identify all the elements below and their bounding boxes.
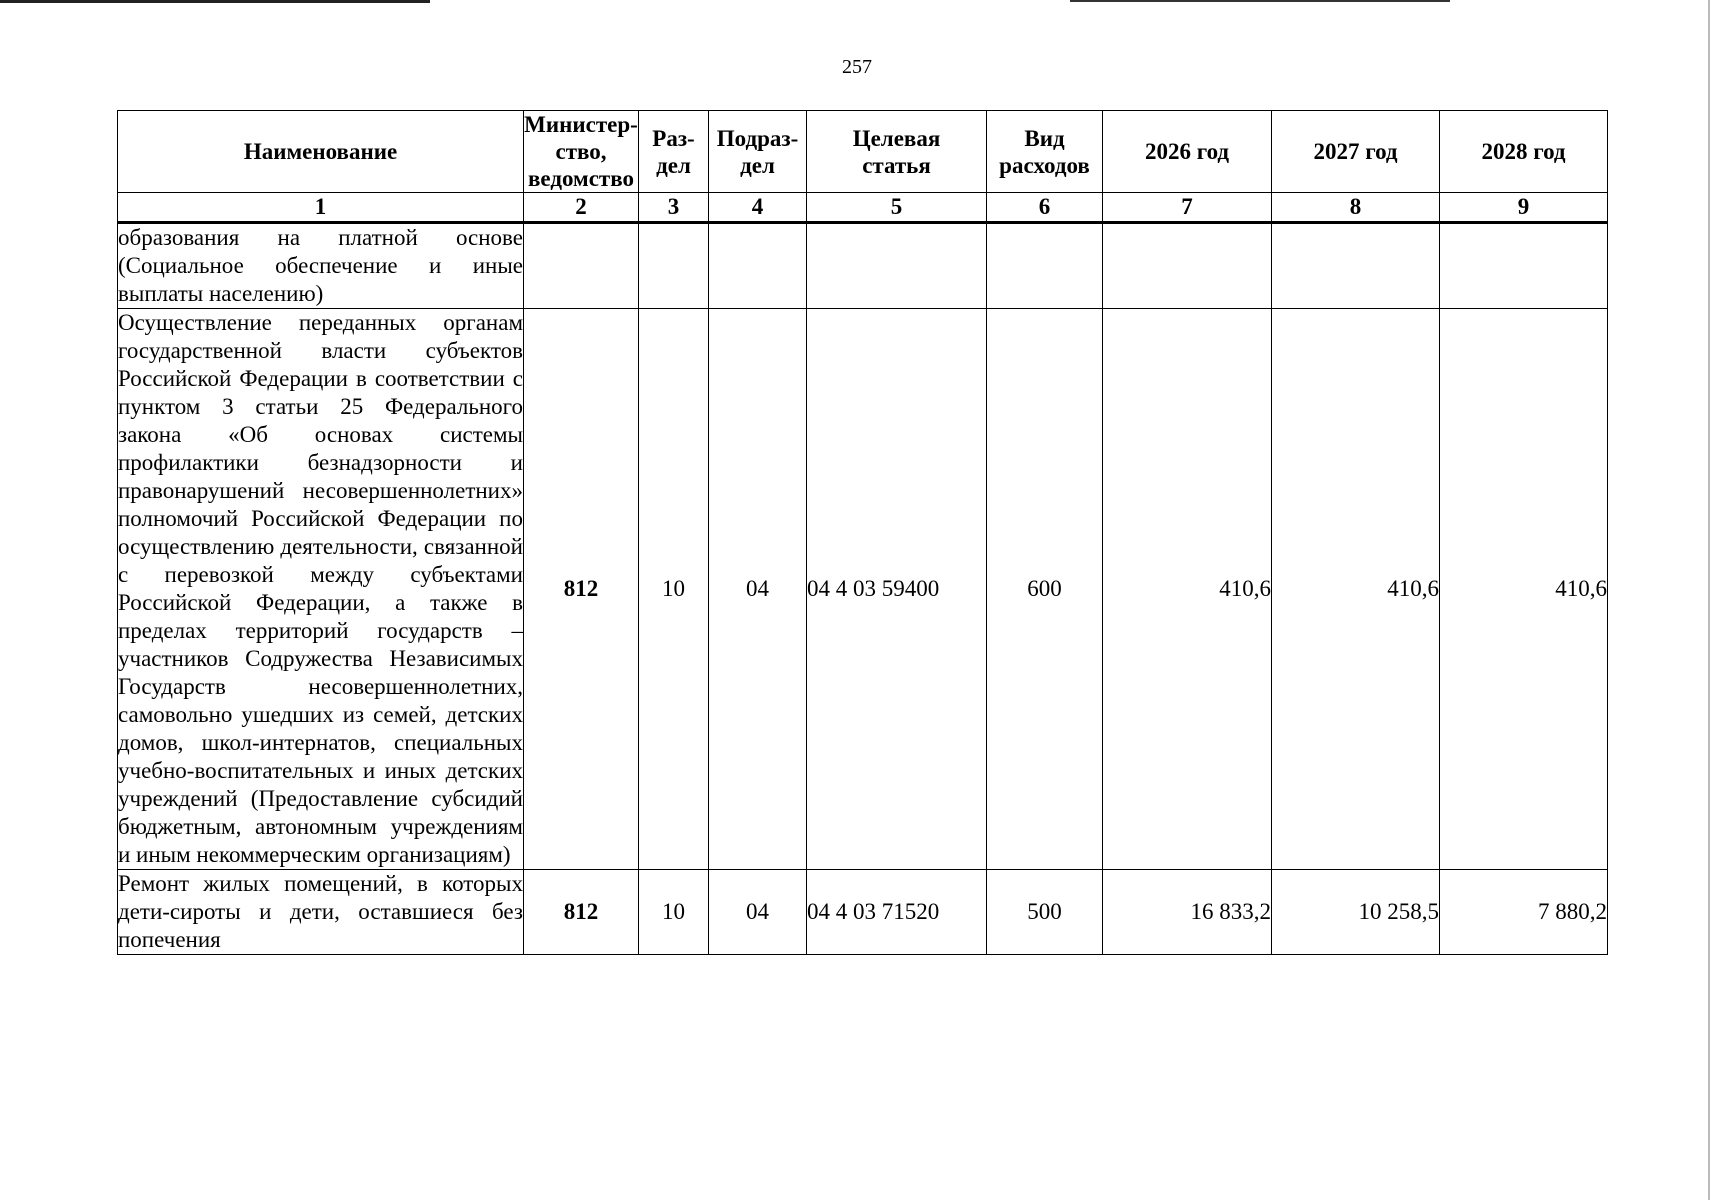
header-expense-type-line: Вид — [1024, 125, 1065, 151]
scan-edge-shadow — [1708, 0, 1710, 1200]
header-target — [807, 111, 987, 193]
row-2026: 16 833,2 — [1103, 870, 1272, 955]
row-section: 10 — [639, 309, 709, 870]
column-number: 5 — [807, 193, 987, 223]
row-2028: 7 880,2 — [1440, 870, 1608, 955]
row-section — [639, 223, 709, 309]
row-2027: 10 258,5 — [1272, 870, 1440, 955]
row-2027 — [1272, 223, 1440, 309]
row-name — [118, 223, 524, 309]
header-2028: 2028 год — [1440, 111, 1608, 193]
column-number-row — [118, 193, 1608, 223]
budget-table — [117, 110, 1608, 955]
row-name-text: образования на платной основе (Социальное обеспечение и иные выплаты населению) — [118, 225, 523, 306]
row-name — [118, 870, 524, 955]
header-expense-type-line: расходов — [999, 152, 1090, 178]
header-2026: 2026 год — [1103, 111, 1272, 193]
row-expense-type: 500 — [987, 870, 1103, 955]
header-expense-type — [987, 111, 1103, 193]
column-number: 1 — [118, 193, 524, 223]
header-target-line: статья — [862, 152, 931, 178]
header-ministry-line: Министер- — [524, 112, 638, 137]
row-target — [807, 223, 987, 309]
row-section: 10 — [639, 870, 709, 955]
table-header-row — [118, 111, 1608, 193]
header-section-line: Раз- — [652, 125, 695, 151]
column-number: 6 — [987, 193, 1103, 223]
header-subsection — [709, 111, 807, 193]
table-row — [118, 309, 1608, 870]
header-ministry — [524, 111, 639, 193]
column-number: 9 — [1440, 193, 1608, 223]
header-ministry-line: ведомство — [528, 166, 634, 191]
header-ministry-line: ство, — [555, 139, 607, 164]
row-name — [118, 309, 524, 870]
table-row — [118, 223, 1608, 309]
header-name: Наименование — [118, 111, 524, 193]
row-target: 04 4 03 59400 — [807, 309, 987, 870]
row-target: 04 4 03 71520 — [807, 870, 987, 955]
header-2027: 2027 год — [1272, 111, 1440, 193]
scan-edge-line — [0, 0, 430, 3]
row-2027: 410,6 — [1272, 309, 1440, 870]
header-section-line: дел — [656, 152, 691, 178]
row-subsection — [709, 223, 807, 309]
row-ministry: 812 — [524, 309, 639, 870]
column-number: 7 — [1103, 193, 1272, 223]
header-subsection-line: дел — [740, 152, 775, 178]
row-2028 — [1440, 223, 1608, 309]
row-name-text: Осуществление переданных органам государственной власти субъектов Российской Федерации в соответствии с пунктом 3 статьи 25 Федерального закона «Об основах системы профилактики безнадзорности и правонарушений несовершеннолетних» полномочий Российской Федерации по осуществлению деятельности, связанной с перевозкой между субъектами Российской Федерации, а также в пределах территорий государств – участников Содружества Независимых Государств несовершеннолетних, самовольно ушедших из семей, детских домов, школ-интернатов, специальных учебно-воспитательных и иных детских учреждений (Предоставление субсидий бюджетным, автономным учреждениям и иным некоммерческим организациям) — [118, 310, 523, 867]
header-subsection-line: Подраз- — [716, 125, 799, 151]
row-subsection: 04 — [709, 870, 807, 955]
column-number: 2 — [524, 193, 639, 223]
row-2026: 410,6 — [1103, 309, 1272, 870]
row-ministry — [524, 223, 639, 309]
row-subsection: 04 — [709, 309, 807, 870]
row-ministry: 812 — [524, 870, 639, 955]
row-2026 — [1103, 223, 1272, 309]
column-number: 4 — [709, 193, 807, 223]
header-target-line: Целевая — [852, 125, 941, 151]
header-section — [639, 111, 709, 193]
table-row — [118, 870, 1608, 955]
page-number: 257 — [842, 56, 872, 78]
row-expense-type: 600 — [987, 309, 1103, 870]
scan-edge-line — [1070, 0, 1450, 2]
column-number: 3 — [639, 193, 709, 223]
row-name-text: Ремонт жилых помещений, в которых дети-сироты и дети, оставшиеся без попечения — [118, 871, 523, 952]
row-expense-type — [987, 223, 1103, 309]
row-2028: 410,6 — [1440, 309, 1608, 870]
column-number: 8 — [1272, 193, 1440, 223]
